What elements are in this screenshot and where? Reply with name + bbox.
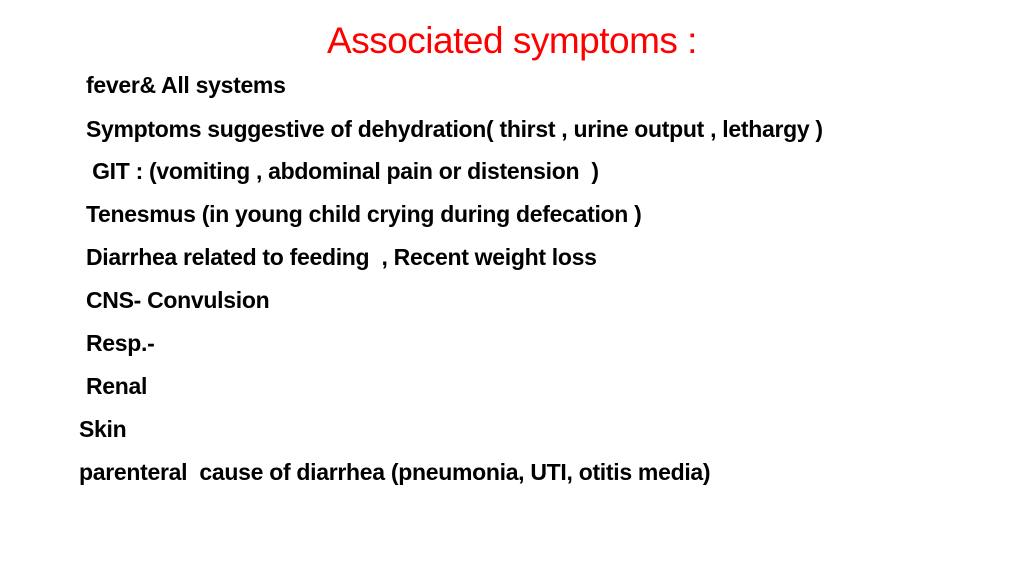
symptom-line-parenteral: parenteral cause of diarrhea (pneumonia, UTI, otitis media) [79,459,711,485]
symptom-line-tenesmus: Tenesmus (in young child crying during defecation ) [86,201,642,227]
symptom-line-fever: fever& All systems [86,72,286,98]
symptom-line-resp: Resp.- [86,330,155,356]
symptom-line-skin: Skin [79,416,127,442]
symptom-line-cns: CNS- Convulsion [86,287,270,313]
symptom-line-renal: Renal [86,373,148,399]
slide-title: Associated symptoms : [327,20,697,61]
symptom-line-dehydration: Symptoms suggestive of dehydration( thirst , urine output , lethargy ) [86,116,823,142]
symptom-line-diarrhea-feeding: Diarrhea related to feeding , Recent weight loss [86,244,597,270]
symptom-line-git: GIT : (vomiting , abdominal pain or distension ) [86,158,599,184]
